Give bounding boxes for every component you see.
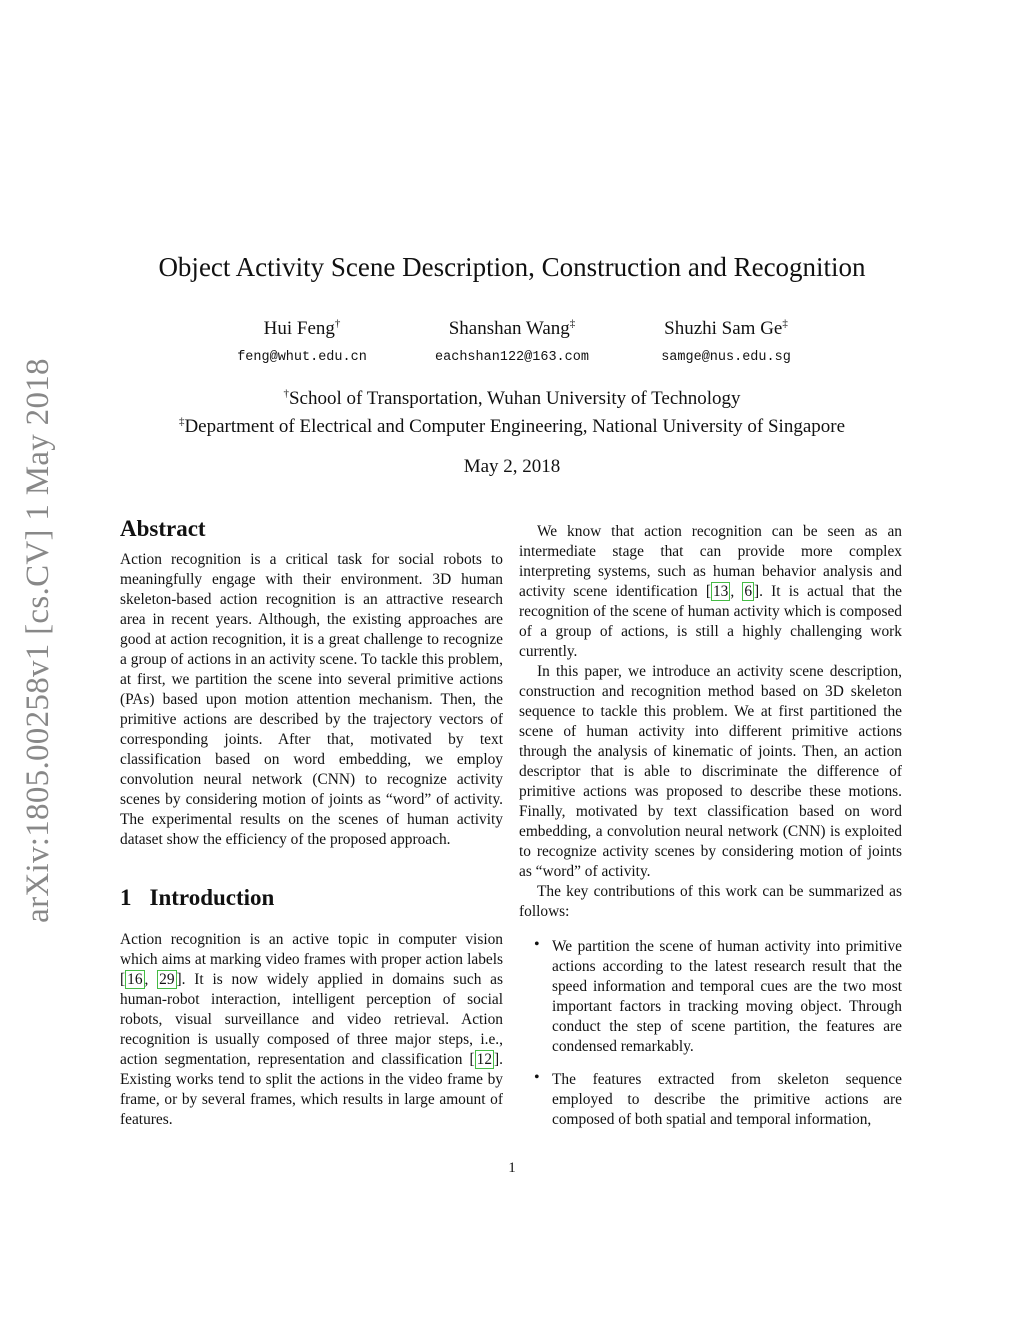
author-1-name: Hui Feng	[263, 318, 335, 339]
affiliation-1	[0, 388, 1024, 410]
intro-text-c: ]. Existing works tend to split the actions in the video frame by frame, or by several frames, which results in large amount of features.	[120, 1051, 503, 1128]
abstract-heading: Abstract	[120, 516, 206, 541]
affiliation-2-text: Department of Electrical and Computer Engineering, National University of Singapore	[184, 416, 846, 437]
list-item	[519, 1070, 902, 1130]
author-2-email: eachshan122@163.com	[435, 350, 589, 365]
citation-13[interactable]: 13	[712, 583, 729, 600]
introduction-section	[120, 885, 503, 1130]
author-3-name: Shuzhi Sam Ge	[664, 318, 783, 339]
author-3-email: samge@nus.edu.sg	[661, 350, 791, 365]
arxiv-identifier-text: arXiv:1805.00258v1 [cs.CV] 1 May 2018	[19, 357, 56, 923]
citation-12[interactable]: 12	[476, 1051, 493, 1068]
right-paragraph-2: In this paper, we introduce an activity scene description, construction and recognition method based on 3D skeleton sequence to tackle this problem. We at first partitioned the scene of human activity into different primitive actions through the analysis of kinematic of joints. Then, an action descriptor that is able to discriminate the difference of primitive actions was proposed to describe these motions. Finally, motivated by text classification based on word embedding, a convolution neural network (CNN) is exploited to recognize activity scenes by considering motion of joints as “word” of activity.	[519, 663, 902, 880]
author-3	[596, 318, 856, 365]
right-paragraph-3: The key contributions of this work can be summarized as follows:	[519, 883, 902, 920]
intro-paragraph	[120, 930, 503, 1130]
author-3-mark: ‡	[782, 317, 788, 330]
author-2-mark: ‡	[569, 317, 576, 330]
citation-29[interactable]: 29	[159, 971, 175, 988]
abstract-text: Action recognition is a critical task for social robots to meaningfully engage with their environment. 3D human skeleton-based action recognition is an attractive research area in recent years. Although, the existing approaches are good at action recognition, it is a great challenge to recognize a group of actions in an activity scene. To tackle this problem, at first, we partition the scene into several primitive actions (PAs) based upon motion attention mechanism. Then, the primitive actions are described by the trajectory vectors of corresponding joints. After that, motivated by text classification based on word embedding, we employ convolution neural network (CNN) to recognize activity scenes by considering motion of joints as “word” of activity. The experimental results on the scenes of human activity dataset show the efficiency of the proposed approach.	[120, 551, 503, 848]
bullet-marker: •	[534, 1069, 540, 1086]
abstract-section	[120, 516, 503, 850]
right-paragraph-1	[519, 522, 902, 662]
author-2-name: Shanshan Wang	[448, 318, 570, 339]
list-item-text: We partition the scene of human activity into primitive actions according to the latest research result that the speed information and temporal cues are the two most important factors in tracking moving object. Through conduct the step of scene partition, the features are condensed remarkably.	[552, 938, 902, 1055]
citation-6[interactable]: 6	[744, 583, 753, 600]
intro-text-a: Action recognition is an active topic in computer vision which aims at marking video frames with proper action labels [	[120, 931, 503, 988]
contributions-list	[519, 937, 902, 1130]
page-number: 1	[508, 1160, 516, 1176]
right-text-b: ]. It is actual that the recognition of the scene of human activity which is composed of a group of actions, is still a highly challenging work currently.	[519, 583, 903, 660]
bullet-marker: •	[534, 936, 540, 953]
author-1-email: feng@whut.edu.cn	[237, 350, 367, 365]
section-number: 1	[120, 885, 132, 910]
affiliation-2-mark: ‡	[178, 415, 185, 428]
right-text-a: We know that action recognition can be seen as an intermediate stage that can provide more complex interpreting systems, such as human behavior analysis and activity scene identification [	[519, 523, 902, 600]
affiliation-1-text: School of Transportation, Wuhan University of Technology	[288, 388, 741, 409]
intro-text-b: ]. It is now widely applied in domains such as human-robot interaction, intelligent perception of social robots, visual surveillance and video retrieval. Action recognition is usually composed of three major steps, i.e., action segmentation, representation and classification [	[120, 971, 503, 1068]
section-title: Introduction	[149, 885, 275, 910]
author-1-mark: †	[334, 317, 341, 330]
citation-separator: ,	[144, 971, 158, 988]
citation-separator: ,	[730, 583, 743, 600]
citation-16[interactable]: 16	[127, 971, 143, 988]
list-item	[519, 937, 902, 1057]
right-column	[519, 522, 902, 1130]
affiliation-2	[0, 416, 1024, 438]
list-item-text: The features extracted from skeleton sequence employed to describe the primitive actions are composed of both spatial and temporal information,	[552, 1071, 902, 1128]
introduction-heading	[120, 885, 503, 911]
affiliation-1-mark: †	[283, 387, 289, 400]
paper-date: May 2, 2018	[463, 456, 561, 477]
paper-title: Object Activity Scene Description, Construction and Recognition	[158, 252, 866, 282]
